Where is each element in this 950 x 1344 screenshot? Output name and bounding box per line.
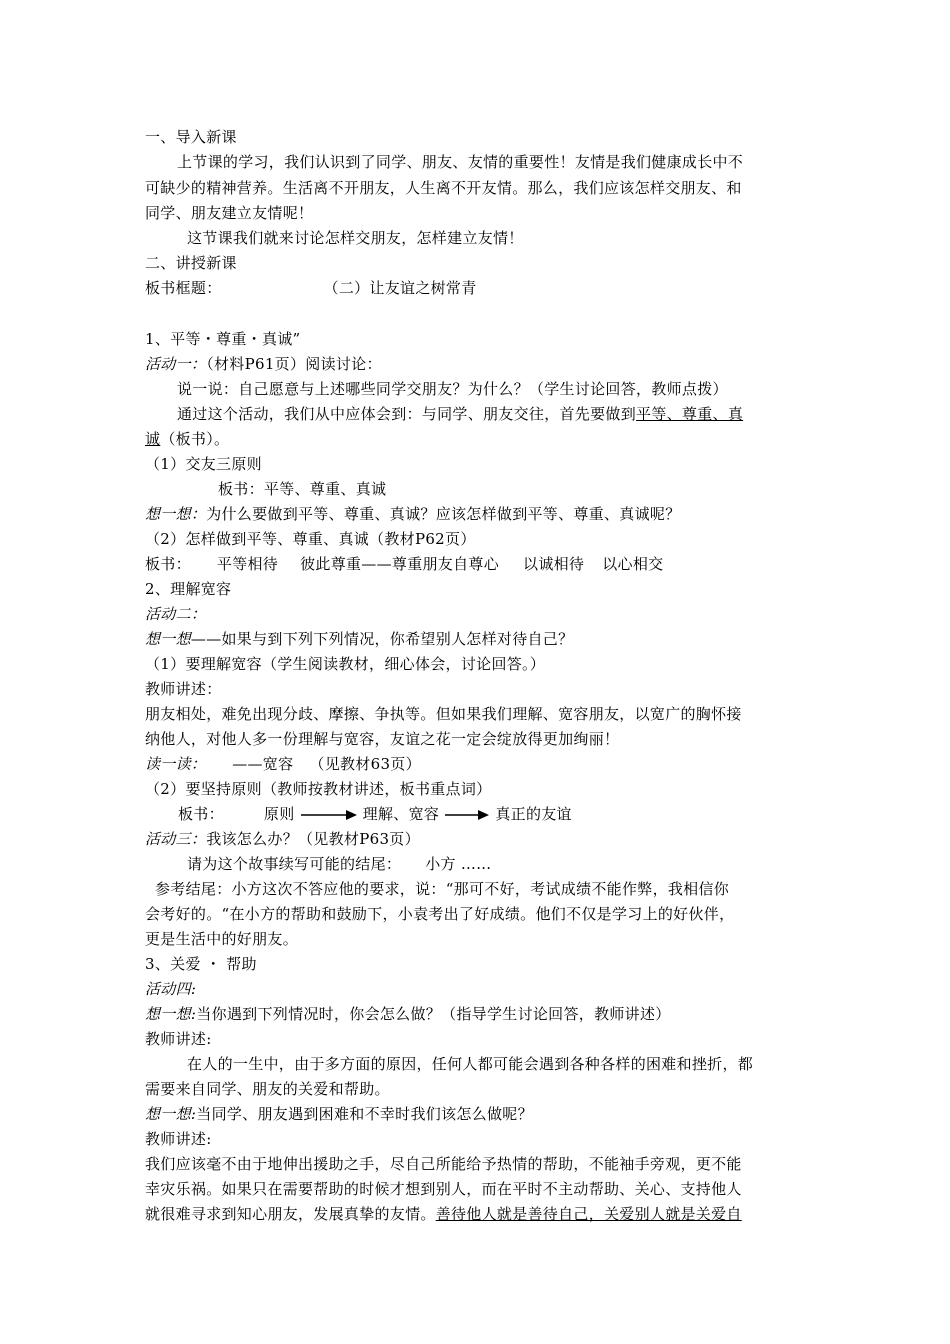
read-label: 读一读： (145, 755, 207, 773)
think-text: ——如果与到下列下列情况，你希望别人怎样对待自己？ (190, 630, 574, 648)
activity-label: 活动四: (145, 980, 197, 998)
body-line: 我们应该毫不由于地伸出援助之手，尽自己所能给予热情的帮助，不能袖手旁观，更不能 (145, 1155, 742, 1173)
flow-step: 原则 (263, 805, 295, 823)
body-text: 请为这个故事续写可能的结尾： (187, 855, 402, 873)
think-text: 为什么要做到平等、尊重、真诚？应该怎样做到平等、尊重、真诚呢？ (206, 505, 681, 523)
intro-paragraph-line: 上节课的学习，我们认识到了同学、朋友、友情的重要性！友情是我们健康成长中不 (177, 153, 744, 171)
body-line: 纳他人，对他人多一份理解与宽容，友谊之花一定会绽放得更加绚丽！ (145, 730, 620, 748)
think-line (145, 505, 813, 523)
activity-text: 我该怎么办？（见教材P63页） (206, 830, 420, 848)
subheading: （1）要理解宽容（学生阅读教材，细心体会，讨论回答。） (145, 655, 546, 673)
board-label: 板书： (145, 555, 191, 573)
flow-board-line (178, 805, 846, 823)
section-heading-teaching: 二、讲授新课 (145, 254, 237, 272)
underlined-text: 平等、尊重、真 (636, 405, 744, 423)
think-label: 想一想: (145, 1105, 197, 1123)
activity-text: （材料P61页）阅读讨论： (206, 355, 382, 373)
body-line: 会考好的。“在小方的帮助和鼓励下，小袁考出了好成绩。他们不仅是学习上的好伙伴， (145, 905, 735, 923)
body-line (145, 430, 813, 448)
body-line (187, 855, 855, 873)
think-text: 当同学、朋友遇到困难和不幸时我们该怎么做呢？ (196, 1105, 533, 1123)
subheading: （2）要坚持原则（教师按教材讲述，板书重点词） (145, 780, 492, 798)
body-line: 朋友相处，难免出现分歧、摩擦、争执等。但如果我们理解、宽容朋友，以宽广的胸怀接 (145, 705, 742, 723)
arrow-right-icon (300, 809, 358, 821)
board-title: （二）让友谊之树常青 (323, 279, 477, 297)
board-item: 平等相待 (216, 555, 279, 573)
body-line: 幸灾乐祸。如果只在需要帮助的时候才想到别人，而在平时不主动帮助、关心、支持他人 (145, 1180, 742, 1198)
body-line: 说一说：自己愿意与上述哪些同学交朋友？为什么？（学生讨论回答，教师点拨） (177, 380, 728, 398)
body-line: 需要来自同学、朋友的关爱和帮助。 (145, 1080, 390, 1098)
board-line (145, 555, 813, 573)
body-line (145, 1205, 813, 1223)
topic-heading: 1、平等・尊重・真诚” (145, 330, 301, 348)
think-label: 想一想： (145, 505, 207, 523)
intro-paragraph-line: 同学、朋友建立友情呢！ (145, 204, 314, 222)
intro-paragraph-line: 可缺少的精神营养。生活离不开朋友，人生离不开友情。那么，我们应该怎样交朋友、和 (145, 179, 742, 197)
underlined-text: 善待他人就是善待自己，关爱别人就是关爱自 (435, 1205, 742, 1223)
body-text: 小方 …… (425, 855, 492, 873)
board-item: 彼此尊重——尊重朋友自尊心 (300, 555, 500, 573)
activity-label: 活动二： (145, 605, 207, 623)
body-line: 在人的一生中，由于多方面的原因，任何人都可能会遇到各种各样的困难和挫折，都 (187, 1055, 754, 1073)
body-text: （板书）。 (160, 430, 230, 448)
board-label: 板书： (178, 805, 224, 823)
read-text: ——宽容 (232, 755, 294, 773)
teacher-label: 教师讲述: (145, 1130, 212, 1148)
think-label: 想一想 (145, 630, 191, 648)
read-line (145, 755, 813, 773)
teacher-label: 教师讲述: (145, 1030, 212, 1048)
topic-heading: 2、理解宽容 (145, 580, 232, 598)
section-heading-intro: 一、导入新课 (145, 128, 237, 146)
intro-paragraph-line: 这节课我们就来讨论怎样交朋友，怎样建立友情！ (187, 229, 524, 247)
think-line (145, 1005, 813, 1023)
board-line: 板书：平等、尊重、真诚 (218, 480, 387, 498)
body-line (177, 405, 813, 423)
think-line (145, 1105, 813, 1123)
body-text: 就很难寻求到知心朋友，发展真挚的友情。 (145, 1205, 436, 1223)
activity-label: 活动三： (145, 830, 207, 848)
activity-line (145, 355, 813, 373)
think-text: 当你遇到下列情况时，你会怎么做？（指导学生讨论回答，教师讲述） (196, 1005, 671, 1023)
board-item: 以心相交 (602, 555, 664, 573)
topic-heading: 3、关爱 ・ 帮助 (145, 955, 257, 973)
activity-line (145, 830, 813, 848)
think-label: 想一想: (145, 1005, 197, 1023)
board-title-line (145, 279, 813, 297)
subheading: （1）交友三原则 (145, 455, 262, 473)
activity-label: 活动一： (145, 355, 207, 373)
underlined-text: 诚 (145, 430, 161, 448)
teacher-label: 教师讲述： (145, 680, 222, 698)
board-item: 以诚相待 (523, 555, 585, 573)
body-text: 通过这个活动，我们从中应体会到：与同学、朋友交往，首先要做到 (177, 405, 637, 423)
board-label: 板书框题： (145, 279, 222, 297)
read-ref: （见教材63页） (309, 755, 421, 773)
flow-step: 理解、宽容 (362, 805, 440, 823)
body-line: 参考结尾：小方这次不答应他的要求，说：“那可不好，考试成绩不能作弊，我相信你 (155, 880, 730, 898)
subheading: （2）怎样做到平等、尊重、真诚（教材P62页） (145, 530, 476, 548)
body-line: 更是生活中的好朋友。 (145, 930, 299, 948)
think-line (145, 630, 813, 648)
arrow-right-icon (444, 809, 490, 821)
flow-step: 真正的友谊 (495, 805, 572, 823)
